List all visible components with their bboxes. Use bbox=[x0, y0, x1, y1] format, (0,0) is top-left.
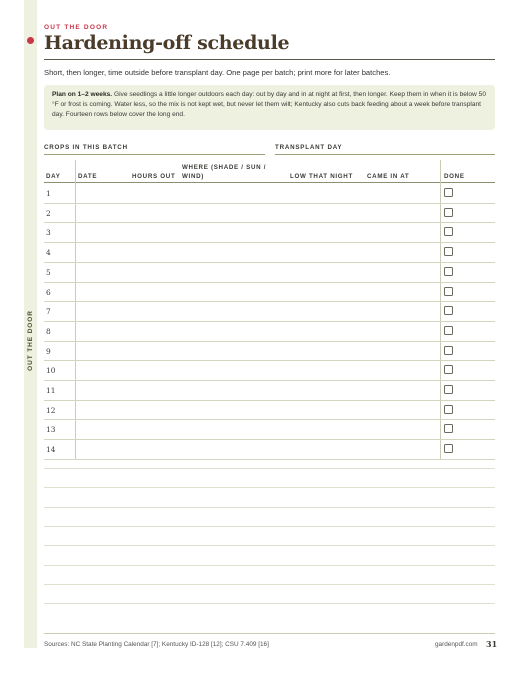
crops-field[interactable] bbox=[44, 154, 265, 155]
table-row-rule bbox=[44, 321, 495, 322]
note-line[interactable] bbox=[44, 603, 495, 604]
day-number: 5 bbox=[46, 267, 51, 277]
table-row-rule bbox=[44, 282, 495, 283]
footer-site: gardenpdf.com bbox=[435, 641, 478, 648]
day-number: 3 bbox=[46, 228, 51, 238]
done-checkbox[interactable] bbox=[444, 365, 453, 374]
done-checkbox[interactable] bbox=[444, 424, 453, 433]
col-head-day: DAY bbox=[46, 173, 61, 180]
side-section-label: OUT THE DOOR bbox=[26, 309, 34, 371]
table-row-rule bbox=[44, 439, 495, 440]
table-header-rule bbox=[44, 182, 495, 183]
table-row-rule bbox=[44, 242, 495, 243]
table-row-rule bbox=[44, 419, 495, 420]
day-number: 8 bbox=[46, 326, 51, 336]
intro-text: Short, then longer, time outside before transplant day. One page per batch; print more for later batches. bbox=[44, 68, 391, 77]
col-head-where: WHERE (SHADE / SUN / WIND) bbox=[182, 164, 267, 180]
day-number: 12 bbox=[46, 405, 56, 415]
table-row-rule bbox=[44, 341, 495, 342]
day-number: 14 bbox=[46, 445, 56, 455]
note-line[interactable] bbox=[44, 468, 495, 469]
day-number: 1 bbox=[46, 189, 51, 198]
title-rule bbox=[44, 59, 495, 60]
table-divider-day bbox=[75, 160, 76, 460]
done-checkbox[interactable] bbox=[444, 444, 453, 453]
crops-label: CROPS IN THIS BATCH bbox=[44, 144, 128, 151]
page-number: 31 bbox=[486, 639, 498, 649]
page-title: Hardening-off schedule bbox=[44, 32, 290, 54]
section-eyebrow: OUT THE DOOR bbox=[44, 24, 109, 31]
done-checkbox[interactable] bbox=[444, 188, 453, 197]
done-checkbox[interactable] bbox=[444, 267, 453, 276]
day-number: 2 bbox=[46, 208, 51, 218]
day-number: 9 bbox=[46, 346, 51, 356]
callout-body: Give seedlings a little longer outdoors each day: out by day and in at night at first, then longer. Keep them in when it is below 50 °F or frost is coming. Water less, so the mix is not kept wet, but never let them wilt; Kentucky also cuts back feeding about a week before transplant day. Fourteen rows below cover the long end. bbox=[52, 91, 486, 118]
note-line[interactable] bbox=[44, 565, 495, 566]
col-head-done: DONE bbox=[444, 173, 465, 180]
done-checkbox[interactable] bbox=[444, 306, 453, 315]
col-head-date: DATE bbox=[78, 173, 98, 180]
table-row-rule bbox=[44, 459, 495, 460]
transplant-field[interactable] bbox=[275, 154, 495, 155]
note-line[interactable] bbox=[44, 526, 495, 527]
done-checkbox[interactable] bbox=[444, 287, 453, 296]
note-line[interactable] bbox=[44, 584, 495, 585]
col-head-hours-out: HOURS OUT bbox=[132, 173, 176, 180]
table-row-rule bbox=[44, 400, 495, 401]
day-number: 11 bbox=[46, 386, 56, 395]
day-number: 13 bbox=[46, 425, 56, 435]
table-row-rule bbox=[44, 380, 495, 381]
done-checkbox[interactable] bbox=[444, 385, 453, 394]
done-checkbox[interactable] bbox=[444, 405, 453, 414]
done-checkbox[interactable] bbox=[444, 247, 453, 256]
table-row-rule bbox=[44, 360, 495, 361]
table-row-rule bbox=[44, 262, 495, 263]
done-checkbox[interactable] bbox=[444, 326, 453, 335]
table-row-rule bbox=[44, 301, 495, 302]
footer-rule bbox=[44, 633, 495, 634]
transplant-label: TRANSPLANT DAY bbox=[275, 144, 343, 151]
table-divider-done bbox=[440, 160, 441, 460]
callout-lead: Plan on 1–2 weeks. bbox=[52, 91, 113, 98]
table-row-rule bbox=[44, 203, 495, 204]
footer-sources: Sources: NC State Planting Calendar [7]; Kentucky ID-128 [12]; CSU 7.409 [16] bbox=[44, 641, 269, 648]
section-dot bbox=[27, 37, 34, 44]
done-checkbox[interactable] bbox=[444, 346, 453, 355]
note-line[interactable] bbox=[44, 487, 495, 488]
day-number: 6 bbox=[46, 287, 51, 297]
done-checkbox[interactable] bbox=[444, 227, 453, 236]
plan-callout bbox=[44, 85, 495, 130]
day-number: 10 bbox=[46, 366, 56, 376]
col-head-came-in: CAME IN AT bbox=[367, 173, 410, 180]
note-line[interactable] bbox=[44, 545, 495, 546]
note-line[interactable] bbox=[44, 507, 495, 508]
done-checkbox[interactable] bbox=[444, 208, 453, 217]
day-number: 7 bbox=[46, 307, 51, 317]
table-row-rule bbox=[44, 222, 495, 223]
day-number: 4 bbox=[46, 248, 51, 258]
col-head-low-night: LOW THAT NIGHT bbox=[290, 173, 353, 180]
